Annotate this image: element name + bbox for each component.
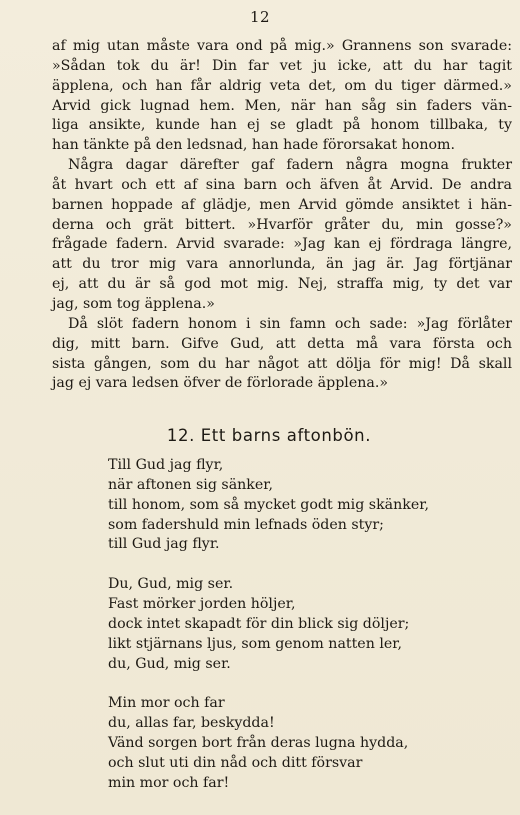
poem-line: Min mor och far bbox=[108, 695, 225, 712]
prose-line: derna och grät bittert. »Hvarför gråter du, min gosse?» bbox=[52, 216, 512, 233]
poem-line: du, allas far, beskydda! bbox=[108, 715, 275, 732]
poem-line: likt stjärnans ljus, som genom natten ler, bbox=[108, 635, 403, 652]
prose-line: han tänkte på den ledsnad, han hade förorsakat honom. bbox=[52, 137, 455, 154]
prose-line: åt hvart och ett af sina barn och äfven åt Arvid. De andra bbox=[52, 176, 512, 193]
poem-stanza bbox=[108, 575, 508, 674]
poem-line: när aftonen sig sänker, bbox=[108, 476, 274, 493]
prose-line: jag, som tog äpplena.» bbox=[52, 295, 215, 312]
poem-line: Vänd sorgen bort från deras lugna hydda, bbox=[108, 735, 409, 752]
page-number: 12 bbox=[249, 8, 271, 26]
poem-line: och slut uti din nåd och ditt försvar bbox=[108, 754, 363, 771]
poem-line: till Gud jag flyr. bbox=[108, 536, 220, 553]
prose-line: af mig utan måste vara ond på mig.» Grannens son svarade: bbox=[52, 38, 512, 54]
section-heading: 12. Ett barns aftonbön. bbox=[166, 426, 372, 445]
poem-line: dock intet skapadt för din blick sig döljer; bbox=[108, 615, 410, 632]
poem-line: Du, Gud, mig ser. bbox=[108, 576, 234, 593]
prose-line: jag ej vara ledsen öfver de förlorade äpplena.» bbox=[52, 375, 389, 392]
prose-line: Då slöt fadern honom i sin famn och sade: »Jag förlåter bbox=[68, 315, 512, 332]
poem-line: du, Gud, mig ser. bbox=[108, 655, 231, 672]
prose-line: att du tror mig vara annorlunda, än jag är. Jag förtjänar bbox=[52, 256, 512, 273]
poem-line: Fast mörker jorden höljer, bbox=[108, 596, 296, 613]
poem-stanza bbox=[108, 456, 508, 555]
poem-line: som fadershuld min lefnads öden styr; bbox=[108, 516, 384, 533]
poem-block bbox=[108, 456, 508, 814]
prose-line: liga ansikte, kunde han ej se gladt på honom tillbaka, ty bbox=[52, 117, 512, 134]
prose-line: ej, att du är så god mot mig. Nej, straffa mig, ty det var bbox=[52, 276, 512, 293]
poem-line: Till Gud jag flyr, bbox=[108, 457, 224, 473]
poem-line: till honom, som så mycket godt mig skänker, bbox=[108, 496, 430, 513]
prose-line: sista gången, som du har något att dölja för mig! Då skall bbox=[52, 355, 512, 372]
prose-block bbox=[52, 37, 512, 394]
prose-line: barnen hoppade af glädje, men Arvid gömde ansiktet i hän- bbox=[52, 196, 512, 213]
prose-line: Några dagar därefter gaf fadern några mogna frukter bbox=[68, 157, 512, 174]
prose-line: äpplena, och han får aldrig veta det, om du tiger därmed.» bbox=[52, 77, 512, 94]
prose-line: dig, mitt barn. Gifve Gud, att detta må vara första och bbox=[52, 335, 512, 352]
prose-line: »Sådan tok du är! Din far vet ju icke, att du har tagit bbox=[52, 57, 512, 74]
prose-line: Arvid gick lugnad hem. Men, när han såg sin faders vän- bbox=[52, 97, 512, 114]
prose-line: frågade fadern. Arvid svarade: »Jag kan ej fördraga längre, bbox=[52, 236, 512, 253]
poem-stanza bbox=[108, 694, 508, 793]
poem-line: min mor och far! bbox=[108, 774, 230, 791]
